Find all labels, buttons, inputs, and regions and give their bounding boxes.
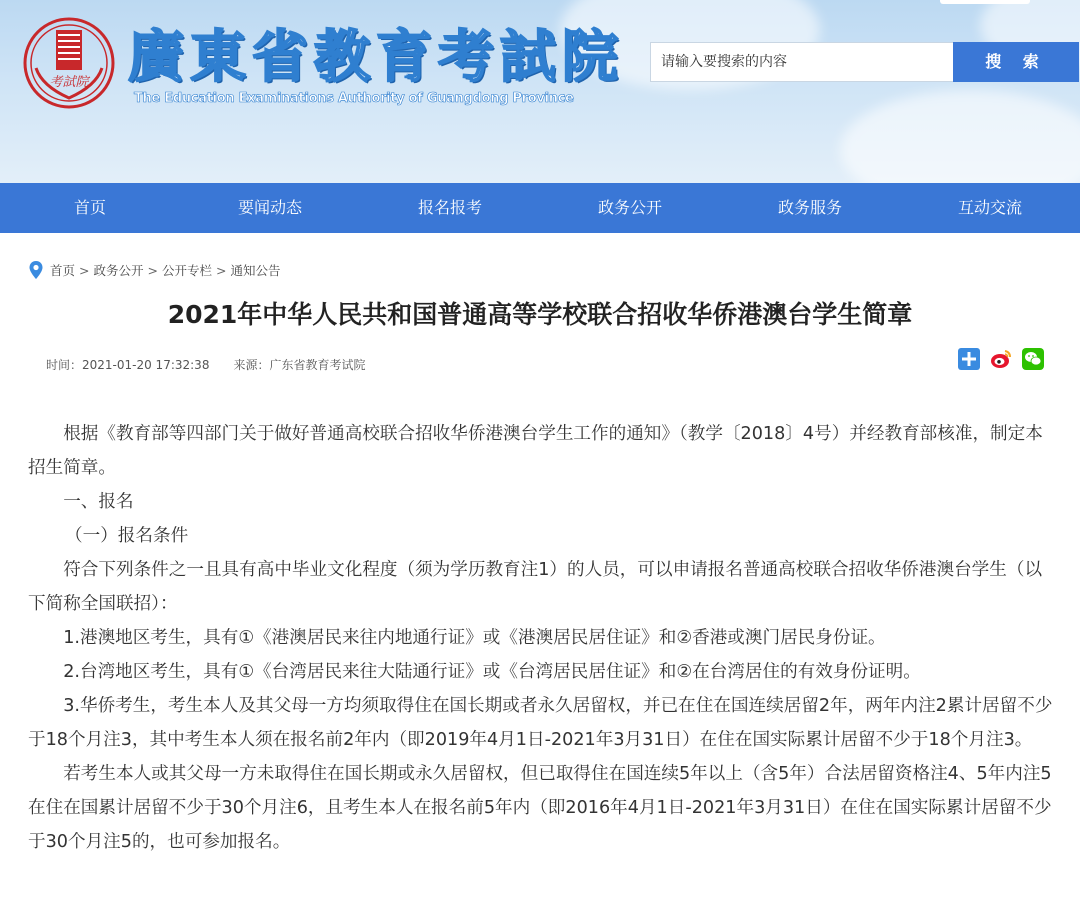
breadcrumb-separator: > [216,262,227,278]
logo-emblem-icon[interactable] [22,16,116,110]
article-source: 来源：广东省教育考试院 [233,358,366,372]
article-meta [46,356,365,373]
cloud-decoration [840,90,1080,183]
breadcrumb-notices[interactable]: 通知公告 [230,263,281,278]
search-button[interactable]: 搜 索 [953,42,1079,82]
article-body [28,417,1058,859]
main-nav [0,183,1080,233]
article-paragraph: 2.台湾地区考生，具有①《台湾居民来往大陆通行证》或《台湾居民居住证》和②在台湾居住的有效身份证明。 [63,662,921,682]
nav-item-home[interactable]: 首页 [73,198,106,217]
search-input[interactable]: 请输入要搜索的内容 [650,42,953,82]
nav-item-gov-disclosure[interactable]: 政务公开 [597,198,662,217]
weibo-icon[interactable] [990,348,1012,370]
site-brand-chinese[interactable]: 廣東省教育考試院 [128,24,624,90]
site-brand-english: The Education Examinations Authority of Guangdong Province [134,91,574,106]
breadcrumb-separator: > [79,262,90,278]
article-paragraph: 1.港澳地区考生，具有①《港澳居民来往内地通行证》或《港澳居民居住证》和②香港或澳门居民身份证。 [63,628,886,648]
location-pin-icon [28,260,44,280]
breadcrumb-public-column[interactable]: 公开专栏 [162,263,213,278]
article-title: 2021年中华人民共和国普通高等学校联合招收华侨港澳台学生简章 [167,300,913,329]
article-paragraph: 3.华侨考生，考生本人及其父母一方均须取得住在国长期或者永久居留权，并已在住在国连续居留2年，两年内注2累计居留不少于18个月注3，其中考生本人须在报名前2年内（即2019年4月1日-2021年3月31日）在住在国实际累计居留不少于18个月注3。 [28,696,1053,750]
nav-item-interaction[interactable]: 互动交流 [957,198,1022,217]
breadcrumb-separator: > [147,262,158,278]
logo-text: 考試院 [49,75,89,90]
article-paragraph: 若考生本人或其父母一方未取得住在国长期或永久居留权，但已取得住在国连续5年以上（含5年）合法居留资格注4、5年内注5在住在国累计居留不少于30个月注6，且考生本人在报名前5年内（即2016年4月1日-2021年3月31日）在住在国实际累计居留不少于30个月注5的，也可参加报名。 [28,764,1052,852]
nav-item-registration[interactable]: 报名报考 [417,198,482,217]
breadcrumb [28,260,281,280]
site-header [0,0,1080,183]
share-bar [958,348,1044,370]
subsection-heading: （一）报名条件 [65,526,189,546]
breadcrumb-home[interactable]: 首页 [50,263,76,278]
breadcrumb-gov-disclosure[interactable]: 政务公开 [93,263,144,278]
top-bar-tab [940,0,1030,4]
publish-time: 时间：2021-01-20 17:32:38 [46,358,210,372]
section-heading: 一、报名 [63,492,134,512]
nav-item-news[interactable]: 要闻动态 [237,198,302,217]
wechat-icon[interactable] [1022,348,1044,370]
nav-item-gov-services[interactable]: 政务服务 [777,198,842,217]
article-paragraph: 根据《教育部等四部门关于做好普通高校联合招收华侨港澳台学生工作的通知》（教学〔2018〕4号）并经教育部核准，制定本招生简章。 [28,424,1043,478]
article-paragraph: 符合下列条件之一且具有高中毕业文化程度（须为学历教育注1）的人员，可以申请报名普通高校联合招收华侨港澳台学生（以下简称全国联招）： [28,560,1043,614]
plus-share-icon[interactable] [958,348,980,370]
